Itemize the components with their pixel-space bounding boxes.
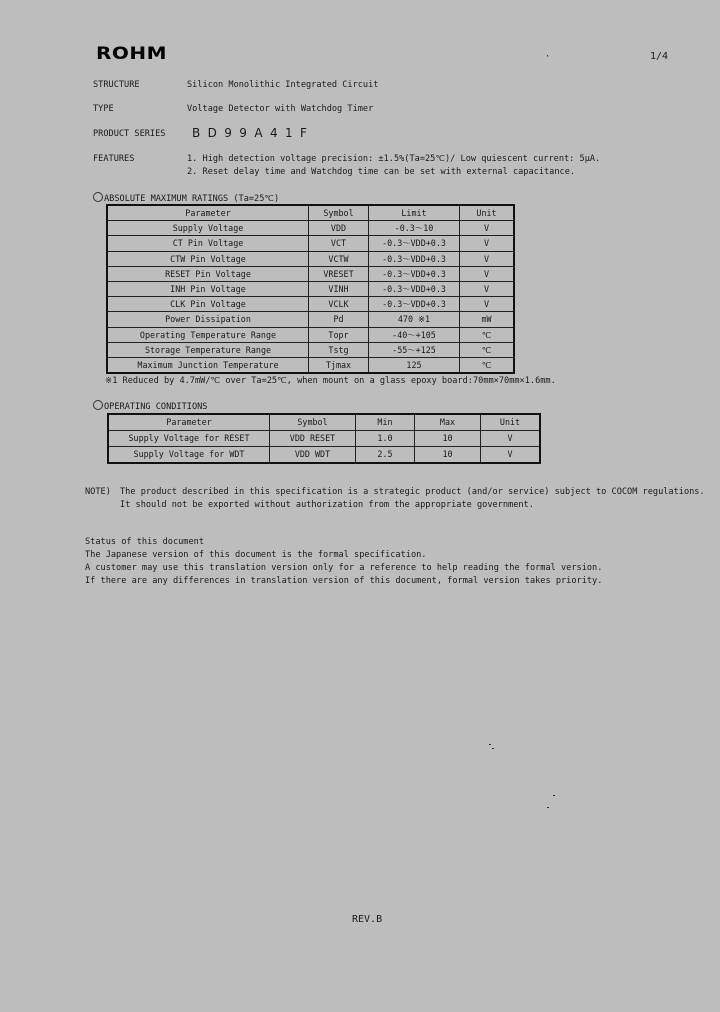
table-row: [107, 251, 514, 266]
status-line-3: If there are any differences in translation version of this document, formal version takes priority.: [85, 576, 603, 586]
circle-bullet-icon: [93, 192, 103, 202]
table-cell: 10: [415, 431, 481, 447]
table-row: [107, 342, 514, 357]
scan-speck: [489, 744, 491, 745]
table-cell: VDD WDT: [270, 447, 356, 464]
table-cell: -0.3〜VDD+0.3: [369, 236, 460, 251]
product-series-label: PRODUCT SERIES: [93, 129, 166, 139]
header-cell: Max: [415, 414, 481, 431]
feature-2: 2. Reset delay time and Watchdog time can be set with external capacitance.: [187, 167, 576, 177]
table-cell: VINH: [309, 281, 369, 296]
page-number: 1/4: [650, 51, 669, 62]
status-line-2: A customer may use this translation version only for a reference to help reading the formal version.: [85, 563, 603, 573]
scan-speck: [553, 795, 555, 796]
table-cell: V: [481, 447, 541, 464]
header-cell: Parameter: [108, 414, 270, 431]
table-row: [108, 431, 540, 447]
table-cell: Maximum Junction Temperature: [107, 357, 309, 373]
header-mark: ·: [545, 52, 551, 62]
structure-value: Silicon Monolithic Integrated Circuit: [187, 80, 379, 90]
table-cell: VDD RESET: [270, 431, 356, 447]
table-cell: V: [460, 221, 515, 236]
table-cell: V: [460, 236, 515, 251]
table-cell: VDD: [309, 221, 369, 236]
table-cell: CTW Pin Voltage: [107, 251, 309, 266]
structure-label: STRUCTURE: [93, 80, 140, 90]
table-row: [107, 281, 514, 296]
table-row: [107, 297, 514, 312]
feature-1: 1. High detection voltage precision: ±1.5%(Ta=25℃)/ Low quiescent current: 5μA.: [187, 154, 601, 164]
table-cell: -40〜+105: [369, 327, 460, 342]
table-cell: Supply Voltage for WDT: [108, 447, 270, 464]
header-cell: Unit: [460, 205, 515, 221]
status-line-1: The Japanese version of this document is the formal specification.: [85, 550, 427, 560]
table-cell: Supply Voltage: [107, 221, 309, 236]
table-header-row: [107, 205, 514, 221]
abs-max-footnote: ※1 Reduced by 4.7mW/℃ over Ta=25℃, when mount on a glass epoxy board:70mm×70mm×1.6mm.: [105, 376, 556, 386]
table-cell: -0.3〜VDD+0.3: [369, 281, 460, 296]
table-cell: Storage Temperature Range: [107, 342, 309, 357]
table-cell: -0.3〜VDD+0.3: [369, 251, 460, 266]
rohm-logo: ROHM: [96, 43, 168, 64]
note-label: NOTE): [85, 487, 111, 497]
table-cell: 1.0: [356, 431, 415, 447]
table-cell: VRESET: [309, 266, 369, 281]
table-row: [107, 357, 514, 373]
table-cell: -0.3〜10: [369, 221, 460, 236]
table-cell: V: [460, 297, 515, 312]
table-cell: ℃: [460, 327, 515, 342]
abs-max-table: [106, 204, 515, 374]
table-cell: Pd: [309, 312, 369, 327]
table-cell: V: [460, 281, 515, 296]
table-cell: Power Dissipation: [107, 312, 309, 327]
table-row: [107, 221, 514, 236]
table-cell: Topr: [309, 327, 369, 342]
note-line-1: The product described in this specification is a strategic product (and/or service) subject to COCOM regulations.: [120, 487, 705, 497]
table-cell: VCTW: [309, 251, 369, 266]
table-cell: -0.3〜VDD+0.3: [369, 266, 460, 281]
table-cell: 2.5: [356, 447, 415, 464]
revision: REV.B: [352, 914, 383, 925]
op-cond-table: [107, 413, 541, 464]
note-line-2: It should not be exported without authorization from the appropriate government.: [120, 500, 534, 510]
table-cell: INH Pin Voltage: [107, 281, 309, 296]
type-value: Voltage Detector with Watchdog Timer: [187, 104, 374, 114]
table-cell: Supply Voltage for RESET: [108, 431, 270, 447]
table-row: [107, 327, 514, 342]
table-cell: Tstg: [309, 342, 369, 357]
product-series-value: BD99A41F: [192, 126, 315, 140]
table-cell: RESET Pin Voltage: [107, 266, 309, 281]
header-cell: Symbol: [309, 205, 369, 221]
op-cond-title: OPERATING CONDITIONS: [93, 400, 207, 412]
features-label: FEATURES: [93, 154, 135, 164]
table-cell: 10: [415, 447, 481, 464]
table-cell: ℃: [460, 357, 515, 373]
table-cell: mW: [460, 312, 515, 327]
header-cell: Min: [356, 414, 415, 431]
table-cell: Operating Temperature Range: [107, 327, 309, 342]
table-cell: -55〜+125: [369, 342, 460, 357]
table-cell: ℃: [460, 342, 515, 357]
circle-bullet-icon: [93, 400, 103, 410]
table-cell: Tjmax: [309, 357, 369, 373]
table-cell: VCT: [309, 236, 369, 251]
table-header-row: [108, 414, 540, 431]
table-row: [107, 266, 514, 281]
table-cell: CLK Pin Voltage: [107, 297, 309, 312]
header-cell: Symbol: [270, 414, 356, 431]
table-cell: 470 ※1: [369, 312, 460, 327]
table-cell: CT Pin Voltage: [107, 236, 309, 251]
status-title: Status of this document: [85, 537, 204, 547]
table-cell: 125: [369, 357, 460, 373]
table-cell: V: [481, 431, 541, 447]
table-row: [107, 312, 514, 327]
table-row: [107, 236, 514, 251]
scan-speck: [547, 807, 549, 808]
header-cell: Unit: [481, 414, 541, 431]
table-cell: VCLK: [309, 297, 369, 312]
header-cell: Parameter: [107, 205, 309, 221]
abs-max-title: ABSOLUTE MAXIMUM RATINGS (Ta=25℃): [93, 192, 279, 204]
scan-speck: [492, 748, 494, 749]
table-row: [108, 447, 540, 464]
table-cell: V: [460, 251, 515, 266]
type-label: TYPE: [93, 104, 114, 114]
table-cell: -0.3〜VDD+0.3: [369, 297, 460, 312]
table-cell: V: [460, 266, 515, 281]
header-cell: Limit: [369, 205, 460, 221]
